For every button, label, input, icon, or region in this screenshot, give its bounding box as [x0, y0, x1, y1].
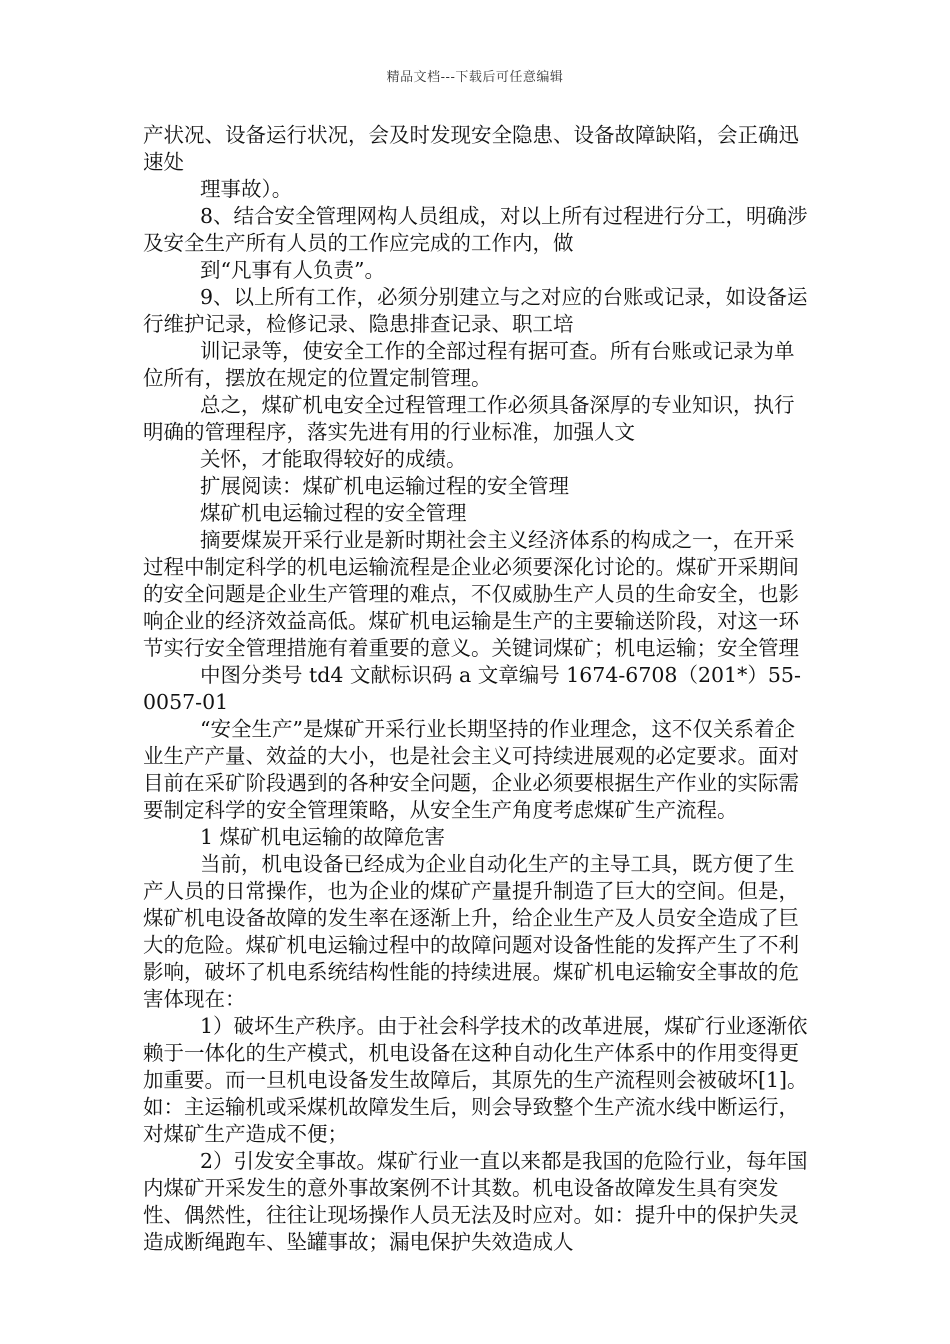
paragraph-7: 总之，煤矿机电安全过程管理工作必须具备深厚的专业知识，执行明确的管理程序，落实先进有用的行业标准，加强人文 [143, 393, 795, 444]
section-heading-1: 1 煤矿机电运输的故障危害 [200, 825, 446, 849]
paragraph-1: 产状况、设备运行状况，会及时发现安全隐患、设备故障缺陷，会正确迅速处 [143, 123, 799, 174]
paragraph-3: 8、结合安全管理网构人员组成，对以上所有过程进行分工，明确涉及安全生产所有人员的工作应完成的工作内，做 [143, 204, 808, 255]
page-header: 精品文档---下载后可任意编辑 [386, 70, 564, 85]
paragraph-8: 关怀，才能取得较好的成绩。 [200, 447, 467, 471]
abstract-paragraph: 摘要煤炭开采行业是新时期社会主义经济体系的构成之一，在开采过程中制定科学的机电运输流程是企业必须要深化讨论的。煤矿开采期间的安全问题是企业生产管理的难点，不仅威胁生产人员的生命安全，也影响企业的经济效益高低。煤矿机电运输是生产的主要输送阶段，对这一环节实行安全管理措施有着重要的意义。关键词煤矿；机电运输；安全管理 [143, 528, 799, 660]
list-item-1: 1）破坏生产秩序。由于社会科学技术的改革进展，煤矿行业逐渐依赖于一体化的生产模式，机电设备在这种自动化生产体系中的作用变得更加重要。而一旦机电设备发生故障后，其原先的生产流程则会被破坏[1]。如：主运输机或采煤机故障发生后，则会导致整个生产流水线中断运行，对煤矿生产造成不便； [143, 1014, 808, 1146]
classification-line: 中图分类号 td4 文献标识码 a 文章编号 1674-6708（201*）55-0057-01 [143, 663, 801, 714]
intro-paragraph: “安全生产”是煤矿开采行业长期坚持的作业理念，这不仅关系着企业生产产量、效益的大小，也是社会主义可持续进展观的必定要求。面对目前在采矿阶段遇到的各种安全问题，企业必须要根据生产作业的实际需要制定科学的安全管理策略，从安全生产角度考虑煤矿生产流程。 [143, 717, 799, 822]
extended-reading-heading: 扩展阅读：煤矿机电运输过程的安全管理 [200, 474, 569, 498]
article-title: 煤矿机电运输过程的安全管理 [200, 501, 467, 525]
paragraph-2: 理事故）。 [200, 177, 293, 201]
list-item-2: 2）引发安全事故。煤矿行业一直以来都是我国的危险行业，每年国内煤矿开采发生的意外事故案例不计其数。机电设备故障发生具有突发性、偶然性，往往让现场操作人员无法及时应对。如：提升中的保护失灵造成断绳跑车、坠罐事故；漏电保护失效造成人 [143, 1149, 808, 1254]
paragraph-6: 训记录等，使安全工作的全部过程有据可查。所有台账或记录为单位所有，摆放在规定的位置定制管理。 [143, 339, 795, 390]
document-body [143, 122, 809, 1256]
paragraph-5: 9、以上所有工作，必须分别建立与之对应的台账或记录，如设备运行维护记录，检修记录、隐患排查记录、职工培 [143, 285, 808, 336]
section-1-paragraph: 当前，机电设备已经成为企业自动化生产的主导工具，既方便了生产人员的日常操作，也为企业的煤矿产量提升制造了巨大的空间。但是，煤矿机电设备故障的发生率在逐渐上升，给企业生产及人员安全造成了巨大的危险。煤矿机电运输过程中的故障问题对设备性能的发挥产生了不利影响，破坏了机电系统结构性能的持续进展。煤矿机电运输安全事故的危害体现在： [143, 852, 799, 1011]
paragraph-4: 到“凡事有人负责”。 [200, 258, 385, 282]
